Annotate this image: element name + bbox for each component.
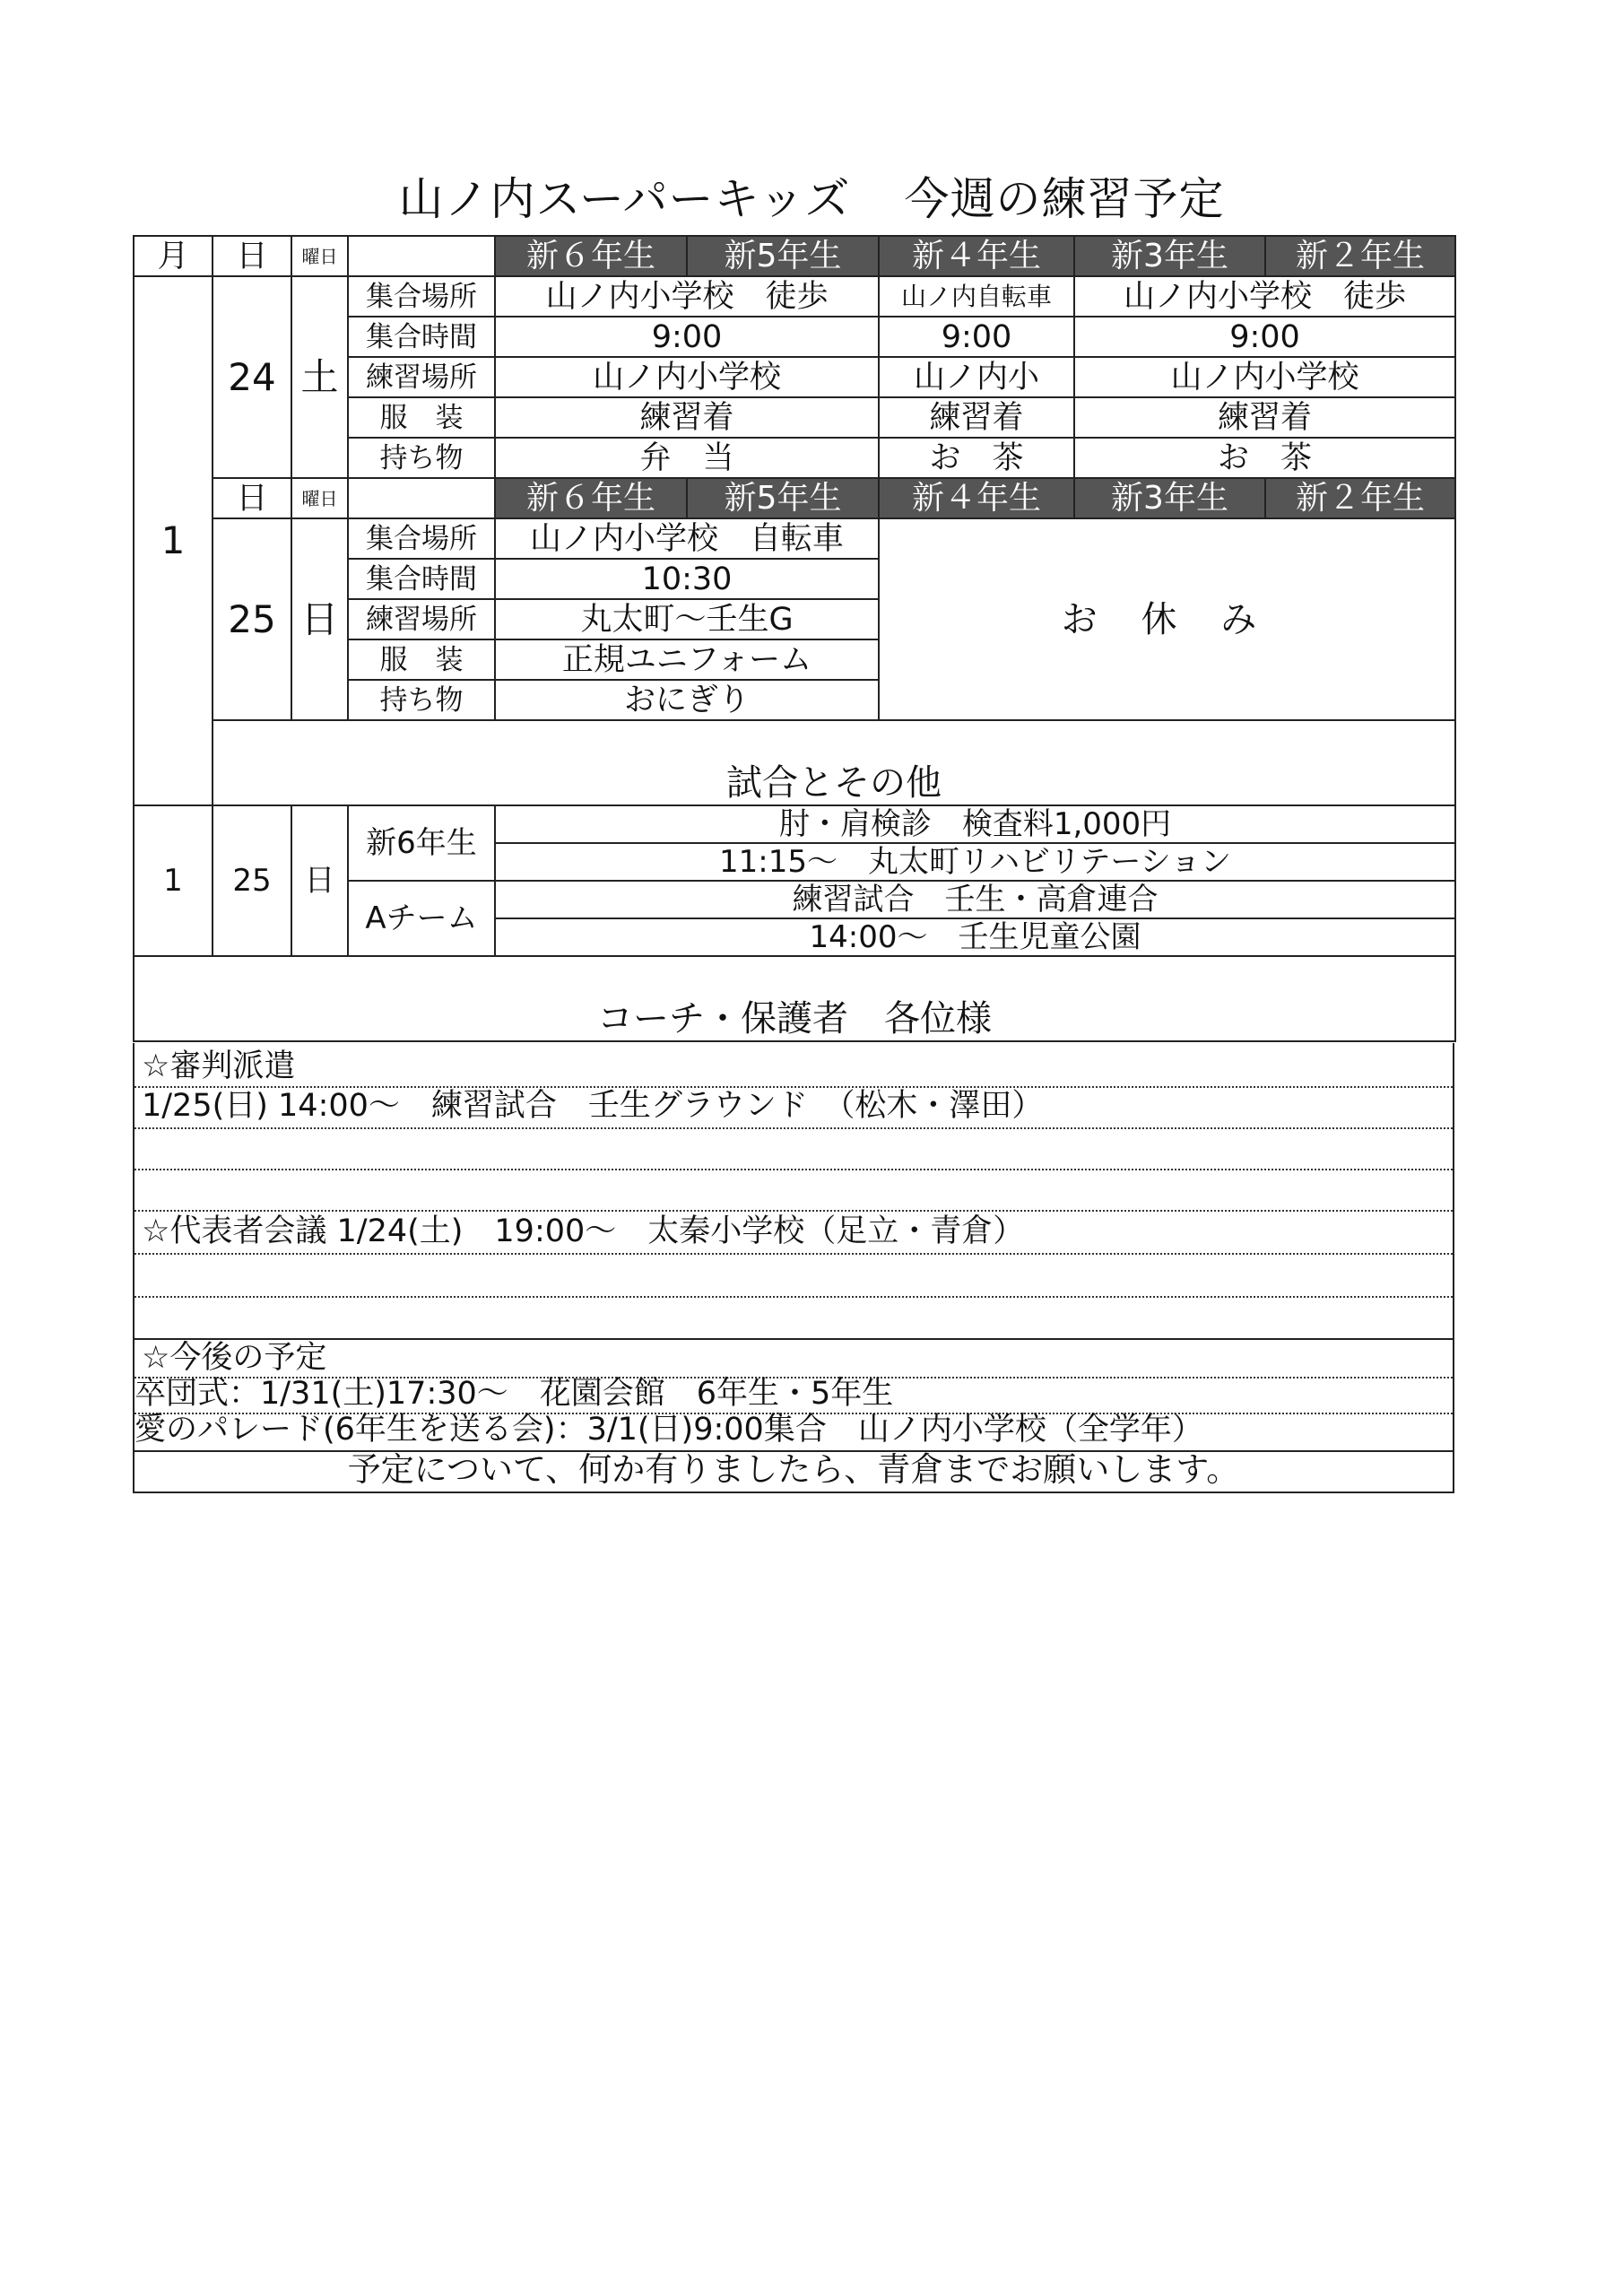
notes-block (133, 1043, 1454, 1493)
day1-g56-clothes: 練習着 (495, 397, 879, 438)
games-section-title: 試合とその他 (213, 720, 1455, 805)
label-meet-time: 集合時間 (348, 317, 495, 357)
day2-rest: お 休 み (879, 518, 1455, 720)
day1-date: 24 (213, 276, 291, 478)
day1-g4-meet-place: 山ノ内自転車 (879, 276, 1074, 317)
label-meet-place-2: 集合場所 (348, 518, 495, 559)
meeting-line: ☆代表者会議 1/24(土) 19:00～ 太秦小学校（足立・青倉） (142, 1213, 1025, 1249)
weekday-header-2: 曜日 (291, 478, 348, 518)
dotted-rule (135, 1169, 1453, 1170)
day1-weekday: 土 (291, 276, 348, 478)
label-meet-time-2: 集合時間 (348, 559, 495, 599)
label-header-blank-2 (348, 478, 495, 518)
day2-header-row (134, 478, 1455, 518)
games-team-1: 新6年生 (348, 805, 495, 881)
weekday-header: 曜日 (291, 236, 348, 276)
day2-g56-meet-time: 10:30 (495, 559, 879, 599)
day1-g56-meet-place: 山ノ内小学校 徒歩 (495, 276, 879, 317)
grade5-header-2: 新5年生 (687, 478, 879, 518)
day1-header-row (134, 236, 1455, 276)
month-header: 月 (134, 236, 213, 276)
games-month: 1 (134, 805, 213, 956)
grade3-header-2: 新3年生 (1074, 478, 1265, 518)
day1-g56-meet-time: 9:00 (495, 317, 879, 357)
grade6-header-2: 新６年生 (495, 478, 687, 518)
games-date: 25 (213, 805, 291, 956)
day1-g32-meet-time: 9:00 (1074, 317, 1455, 357)
future-heading: ☆今後の予定 (142, 1340, 327, 1376)
day1-g4-clothes: 練習着 (879, 397, 1074, 438)
grade6-header: 新６年生 (495, 236, 687, 276)
day2-g56-items: おにぎり (495, 680, 879, 720)
day-header: 日 (213, 236, 291, 276)
schedule-table (133, 235, 1456, 1042)
month-cell: 1 (134, 276, 213, 805)
label-header-blank (348, 236, 495, 276)
dotted-rule (135, 1210, 1453, 1212)
day1-g56-practice-place: 山ノ内小学校 (495, 357, 879, 397)
games-entry-1-line2: 11:15～ 丸太町リハビリテーション (495, 843, 1455, 881)
label-practice-place-2: 練習場所 (348, 599, 495, 639)
day1-row-meet-place (134, 276, 1455, 317)
day1-g32-clothes: 練習着 (1074, 397, 1455, 438)
day1-g32-items: お 茶 (1074, 438, 1455, 478)
label-meet-place: 集合場所 (348, 276, 495, 317)
games-weekday: 日 (291, 805, 348, 956)
title-main: 山ノ内スーパーキッズ (398, 173, 851, 225)
future-item-2: 愛のパレード(6年生を送る会)：3/1(日)9:00集合 山ノ内小学校（全学年） (135, 1412, 1203, 1448)
notes-section-row (134, 956, 1455, 1041)
dotted-rule (135, 1253, 1453, 1255)
day1-g4-meet-time: 9:00 (879, 317, 1074, 357)
grade5-header: 新5年生 (687, 236, 879, 276)
games-section-row (134, 720, 1455, 805)
dotted-rule (135, 1127, 1453, 1129)
games-entry-2-line2: 14:00～ 壬生児童公園 (495, 918, 1455, 956)
referee-heading: ☆審判派遣 (142, 1048, 296, 1084)
section-divider (135, 1338, 1453, 1340)
referee-line: 1/25(日) 14:00～ 練習試合 壬生グラウンド （松木・澤田） (142, 1088, 1044, 1124)
label-items-2: 持ち物 (348, 680, 495, 720)
games-entry-2-line1: 練習試合 壬生・高倉連合 (495, 881, 1455, 918)
notes-section-title: コーチ・保護者 各位様 (134, 956, 1455, 1041)
label-clothes: 服 装 (348, 397, 495, 438)
day2-g56-meet-place: 山ノ内小学校 自転車 (495, 518, 879, 559)
games-entry-1-line1: 肘・肩検診 検査料1,000円 (495, 805, 1455, 843)
grade4-header: 新４年生 (879, 236, 1074, 276)
label-practice-place: 練習場所 (348, 357, 495, 397)
future-item-1: 卒団式：1/31(土)17:30～ 花園会館 6年生・5年生 (135, 1376, 894, 1412)
page-title (0, 172, 1623, 226)
footer-note: 予定について、何か有りましたら、青倉までお願いします。 (347, 1450, 1240, 1489)
grade2-header-2: 新２年生 (1265, 478, 1455, 518)
games-team-2: Aチーム (348, 881, 495, 956)
day2-date: 25 (213, 518, 291, 720)
day1-g32-practice-place: 山ノ内小学校 (1074, 357, 1455, 397)
label-items: 持ち物 (348, 438, 495, 478)
day2-g56-practice-place: 丸太町～壬生G (495, 599, 879, 639)
day2-weekday: 日 (291, 518, 348, 720)
games-row-1a (134, 805, 1455, 843)
grade2-header: 新２年生 (1265, 236, 1455, 276)
dotted-rule (135, 1296, 1453, 1298)
day1-g32-meet-place: 山ノ内小学校 徒歩 (1074, 276, 1455, 317)
day2-g56-clothes: 正規ユニフォーム (495, 639, 879, 680)
grade4-header-2: 新４年生 (879, 478, 1074, 518)
day2-row-meet-place (134, 518, 1455, 559)
grade3-header: 新3年生 (1074, 236, 1265, 276)
label-clothes-2: 服 装 (348, 639, 495, 680)
day1-g4-items: お 茶 (879, 438, 1074, 478)
day1-g56-items: 弁 当 (495, 438, 879, 478)
title-sub: 今週の練習予定 (904, 173, 1225, 225)
day1-g4-practice-place: 山ノ内小 (879, 357, 1074, 397)
day-header-2: 日 (213, 478, 291, 518)
